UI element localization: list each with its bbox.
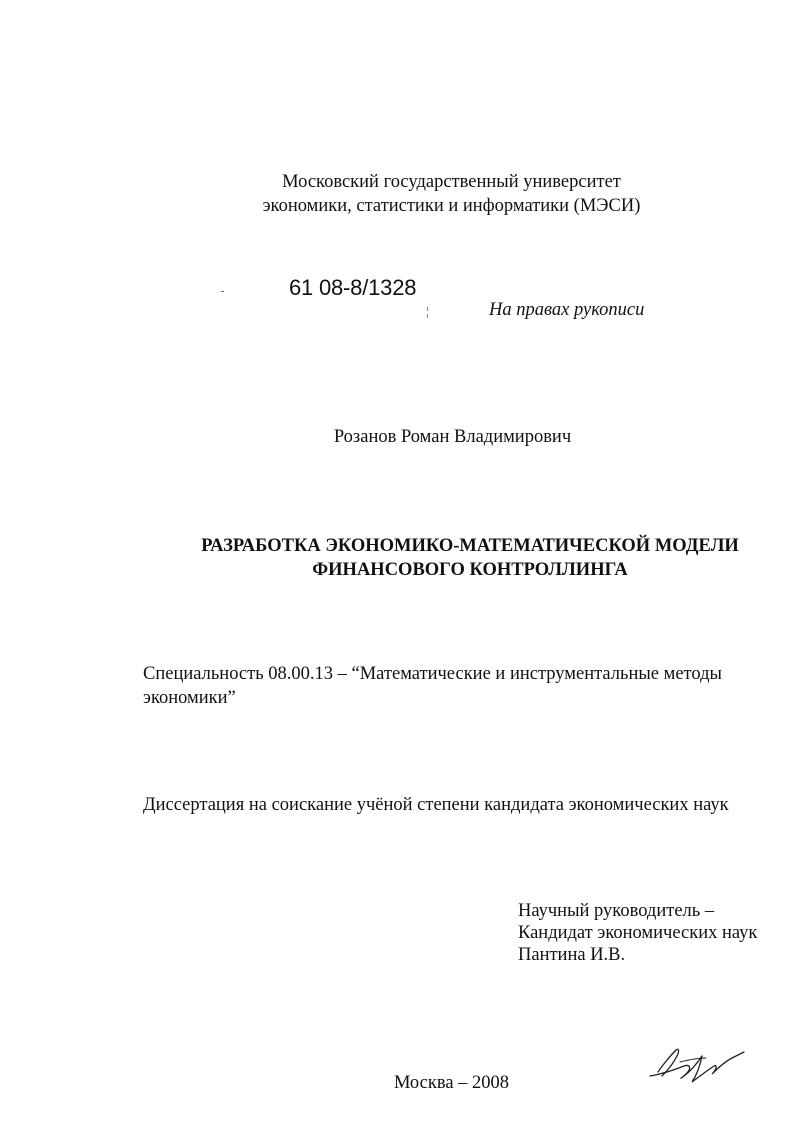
- dissertation-title: [0, 534, 793, 582]
- manuscript-rights-note: На правах рукописи: [489, 300, 645, 320]
- university-line-1: Московский государственный университет: [282, 172, 621, 192]
- degree-statement: Диссертация на соискание учёной степени кандидата экономических наук: [143, 795, 729, 815]
- supervisor-line-2: Кандидат экономических наук: [518, 923, 758, 943]
- author-name: Розанов Роман Владимирович: [333, 427, 572, 447]
- university-name: [0, 170, 793, 218]
- scan-speck: [427, 314, 428, 318]
- university-line-2: экономики, статистики и информатики (МЭСИ): [262, 196, 641, 216]
- supervisor-line-3: Пантина И.В.: [518, 945, 626, 965]
- scan-speck: [221, 291, 224, 292]
- specialty-line-2: экономики”: [143, 688, 236, 708]
- registry-code: 61 08-8/1328: [289, 275, 417, 300]
- place-and-year: Москва – 2008: [393, 1073, 510, 1093]
- specialty: [143, 662, 722, 710]
- supervisor-block: [518, 900, 757, 966]
- title-line-2: ФИНАНСОВОГО КОНТРОЛЛИНГА: [312, 560, 628, 580]
- specialty-line-1: Специальность 08.00.13 – “Математические и инструментальные методы: [143, 664, 722, 684]
- supervisor-line-1: Научный руководитель –: [518, 901, 715, 921]
- scan-speck: [427, 307, 428, 311]
- title-line-1: РАЗРАБОТКА ЭКОНОМИКО-МАТЕМАТИЧЕСКОЙ МОДЕЛИ: [201, 536, 739, 556]
